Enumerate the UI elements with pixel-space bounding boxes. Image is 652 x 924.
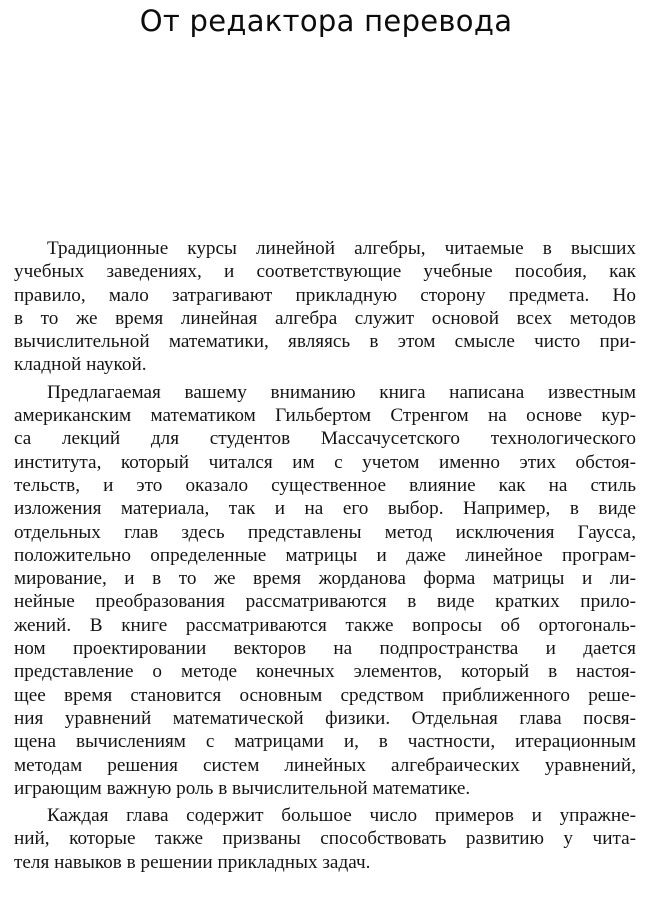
text-line: ния уравнений математической физики. Отдельная глава посвя-: [14, 707, 636, 729]
text-line: мирование, и в то же время жорданова форма матрицы и ли-: [14, 568, 636, 590]
text-line: положительно определенные матрицы и даже линейное програм-: [14, 544, 636, 566]
paragraph-3: [14, 804, 636, 874]
text-line: Каждая глава содержит большое число примеров и упражне-: [47, 805, 636, 827]
body-text: [14, 237, 636, 878]
text-line: американским математиком Гильбертом Стренгом на основе кур-: [14, 405, 636, 427]
text-line: жений. В книге рассматриваются также вопросы об ортогональ-: [14, 614, 636, 636]
text-line: играющим важную роль в вычислительной математике.: [14, 777, 471, 799]
text-line: в то же время линейная алгебра служит основой всех методов: [14, 307, 636, 329]
text-line: ний, которые также призваны способствовать развитию у чита-: [14, 828, 636, 850]
text-line: щее время становится основным средством приближенного реше-: [14, 684, 636, 706]
text-line: щена вычислениям с матрицами и, в частности, итерационным: [14, 731, 636, 753]
text-line: правило, мало затрагивают прикладную сторону предмета. Но: [14, 284, 636, 306]
page-title: От редактора перевода: [139, 4, 513, 38]
text-line: Традиционные курсы линейной алгебры, читаемые в высших: [47, 238, 636, 259]
text-line: нейные преобразования рассматриваются в виде кратких прило-: [14, 591, 636, 613]
text-line: института, который читался им с учетом именно этих обстоя-: [14, 451, 636, 473]
paragraph-2: [14, 381, 636, 800]
text-line: учебных заведениях, и соответствующие учебные пособия, как: [14, 261, 636, 283]
text-line: са лекций для студентов Массачусетского технологического: [14, 428, 636, 450]
text-line: кладной наукой.: [14, 354, 147, 376]
text-line: тельств, и это оказало существенное влияние как на стиль: [14, 474, 636, 496]
text-line: Предлагаемая вашему вниманию книга написана известным: [47, 381, 636, 403]
text-line: изложения материала, так и на его выбор. Например, в виде: [14, 498, 636, 520]
text-line: ном проектировании векторов на подпространства и дается: [14, 638, 636, 660]
text-line: отдельных глав здесь представлены метод исключения Гаусса,: [14, 521, 636, 543]
text-line: вычислительной математики, являясь в этом смысле чисто при-: [14, 331, 636, 353]
text-line: представление о методе конечных элементов, который в настоя-: [14, 661, 636, 683]
text-line: методам решения систем линейных алгебраических уравнений,: [14, 754, 636, 776]
paragraph-1: [14, 237, 636, 377]
text-line: теля навыков в решении прикладных задач.: [14, 851, 371, 873]
